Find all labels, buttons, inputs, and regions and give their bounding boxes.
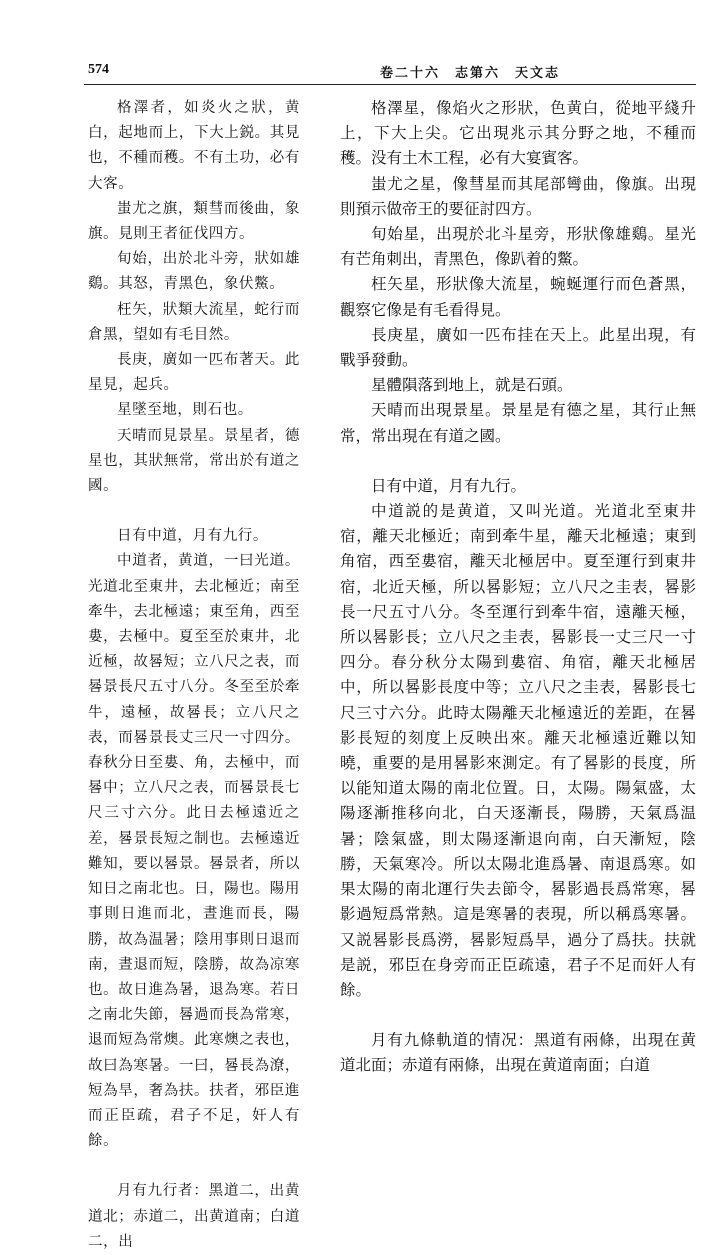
classical-paragraph: 星墜至地，則石也。 bbox=[117, 402, 253, 419]
translation-paragraph: 長庚星，廣如一匹布挂在天上。此星出現，有戰爭發動。 bbox=[340, 325, 696, 370]
classical-paragraph: 月有九行者：黑道二，出黄道北；赤道二，出黄道南；白道二，出 bbox=[88, 1183, 300, 1250]
classical-paragraph: 長庚，廣如一匹布著天。此星見，起兵。 bbox=[88, 352, 300, 394]
section-gap bbox=[88, 1154, 300, 1179]
section-gap bbox=[88, 499, 300, 524]
running-head: 卷二十六 志第六 天文志 bbox=[379, 66, 560, 81]
translation-paragraph: 星體隕落到地上，就是石頭。 bbox=[371, 376, 573, 395]
classical-paragraph: 格澤者，如炎火之狀，黄白，起地而上，下大上鋭。其見也，不種而穫。不有土功，必有大客。 bbox=[88, 100, 300, 192]
translation-paragraph: 日有中道，月有九行。 bbox=[371, 476, 527, 495]
translation-paragraph: 蚩尤之星，像彗星而其尾部彎曲，像旗。出現則預示做帝王的要征討四方。 bbox=[340, 174, 696, 218]
classical-paragraph: 中道者，黄道，一曰光道。光道北至東井，去北極近；南至牽牛，去北極遠；東至角，西至婁，去極中。夏至至於東井，北近極，故晷短；立八尺之表，而晷景長尺五寸八分。冬至至於牽牛，遠極，故晷長；立八尺之表，而晷景長丈三尺一寸四分。春秋分日至婁、角，去極中，而晷中；立八尺之表，而晷景長七尺三寸六分。此日去極遠近之差，晷景長短之制也。去極遠近難知，要以晷景。晷景者，所以知日之南北也。日，陽也。陽用事則日進而北，晝進而長，陽勝，故為温暑；陰用事則日退而南，晝退而短，陰勝，故為凉寒也。故日進為暑，退為寒。若日之南北失節，晷過而長為常寒，退而短為常燠。此寒燠之表也，故曰為寒暑。一曰，晷長為潦，短為旱，奢為扶。扶者，邪臣進而正臣疏，君子不足，奸人有餘。 bbox=[88, 553, 300, 1150]
classical-text-column bbox=[88, 96, 300, 1255]
translation-paragraph: 旬始星，出現於北斗星旁，形狀像雄鷄。星光有芒角刺出，青黑色，像趴着的鱉。 bbox=[340, 225, 696, 269]
translation-paragraph: 月有九條軌道的情况：黑道有兩條，出現在黄道北面；赤道有兩條，出現在黄道南面；白道 bbox=[340, 1031, 696, 1075]
translation-text-column bbox=[340, 96, 696, 1079]
translation-paragraph: 天晴而出現景星。景星是有德之星，其行止無常，常出現在有道之國。 bbox=[340, 401, 696, 445]
translation-paragraph: 格澤星，像焰火之形狀，色黄白，從地平綫升上，下大上尖。它出現兆示其分野之地，不種而穫。没有土木工程，必有大宴賓客。 bbox=[340, 99, 696, 168]
translation-paragraph: 枉矢星，形狀像大流星，蜿蜒運行而色蒼黑，觀察它像是有毛看得見。 bbox=[340, 275, 696, 319]
header-rule bbox=[84, 84, 696, 85]
translation-paragraph: 中道説的是黄道，又叫光道。光道北至東井宿，離天北極近；南到牽牛星，離天北極遠；東到角宿，西至婁宿，離天北極居中。夏至運行到東井宿，北近天極，所以晷影短；立八尺之圭表，晷影長一尺五寸八分。冬至運行到牽牛宿，遠離天極，所以晷影長；立八尺之圭表，晷影長一丈三尺一寸四分。春分秋分太陽到婁宿、角宿，離天北極居中，所以晷影長度中等；立八尺之圭表，晷影長七尺三寸六分。此時太陽離天北極遠近的差距，在晷影長短的刻度上反映出來。離天北極遠近難以知曉，重要的是用晷影來測定。有了晷影的長度，所以能知道太陽的南北位置。日，太陽。陽氣盛，太陽逐漸推移向北，白天逐漸長，陽勝，天氣爲温暑；陰氣盛，則太陽逐漸退向南，白天漸短，陰勝，天氣寒冷。所以太陽北進爲暑、南退爲寒。如果太陽的南北運行失去節令，晷影過長爲常寒，晷影過短爲常熱。這是寒暑的表現，所以稱爲寒暑。又説晷影長爲澇，晷影短爲旱，過分了爲扶。扶就是説，邪臣在身旁而正臣疏遠，君子不足而奸人有餘。 bbox=[340, 502, 696, 999]
section-gap bbox=[340, 1003, 696, 1028]
classical-paragraph: 天晴而見景星。景星者，德星也，其狀無常，常出於有道之國。 bbox=[88, 427, 300, 495]
classical-paragraph: 蚩尤之旗，類彗而後曲，象旗。見則王者征伐四方。 bbox=[88, 200, 300, 243]
classical-paragraph: 日有中道，月有九行。 bbox=[117, 528, 268, 545]
section-gap bbox=[340, 449, 696, 474]
page-number: 574 bbox=[88, 62, 109, 77]
classical-paragraph: 旬始，出於北斗旁，狀如雄鷄。其怒，青黑色，象伏鱉。 bbox=[88, 251, 300, 293]
classical-paragraph: 枉矢，狀類大流星，蛇行而倉黑，望如有毛目然。 bbox=[88, 301, 300, 343]
